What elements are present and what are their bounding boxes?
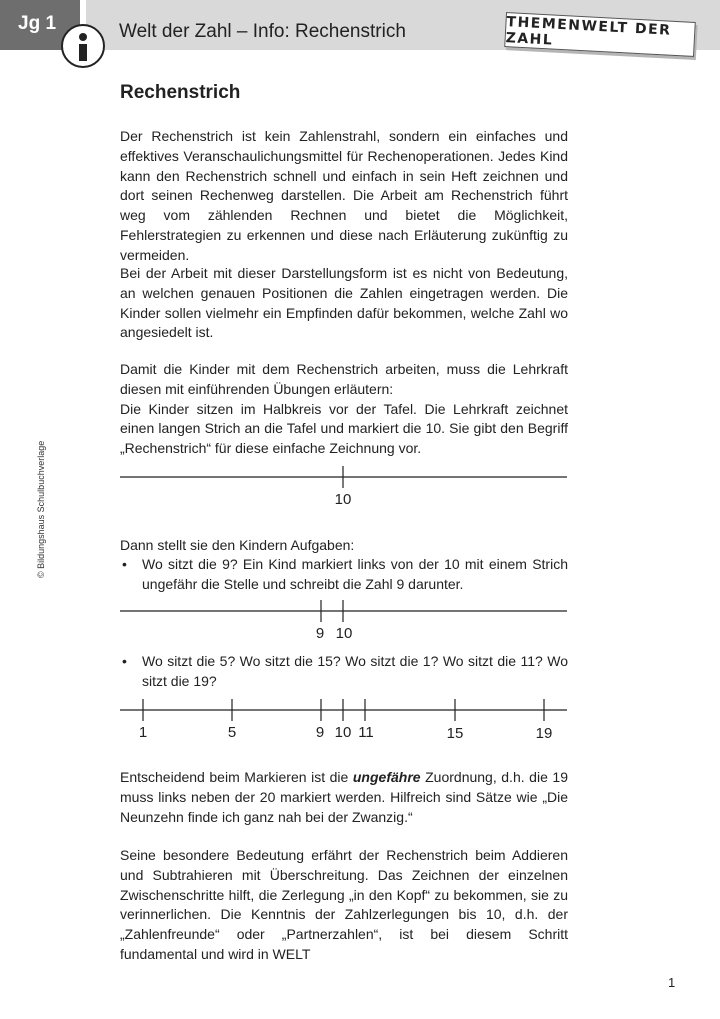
paragraph-approximate <box>120 768 568 827</box>
tick-label-10: 10 <box>334 491 352 508</box>
tick-label-10: 10 <box>335 625 353 642</box>
paragraph-tasks-intro: Dann stellt sie den Kindern Aufgaben: <box>120 537 355 553</box>
paragraph-introduction-exercise <box>120 360 568 459</box>
bullet-item-where-are-numbers: • Wo sitzt die 5? Wo sitzt die 15? Wo sitzt die 1? Wo sitzt die 11? Wo sitzt die 19? <box>120 652 568 692</box>
grade-text: Jg 1 <box>18 13 57 34</box>
tick-label-15: 15 <box>446 725 464 742</box>
paragraph-intro: Der Rechenstrich ist kein Zahlenstrahl, sondern ein einfaches und effektives Veranschaulichungsmittel für Rechenoperationen. Jedes Kind kann den Rechenstrich schnell und einfach in sein Heft zeichnen und dort seinen Rechenweg darstellen. Die Arbeit am Rechenstrich führt weg vom zählenden Rechnen und bietet die Möglichkeit, Fehlerstrategien zu erkennen und diese nach Erläuterung zukünftig zu vermeiden. <box>120 128 568 263</box>
tick-label-5: 5 <box>227 724 237 741</box>
bullet-list-2 <box>120 652 568 692</box>
tick-label-9: 9 <box>315 625 325 642</box>
tick-label-11: 11 <box>358 724 374 741</box>
tick-label-9: 9 <box>315 724 325 741</box>
number-line-3 <box>120 697 570 743</box>
bullet-list-1 <box>120 555 568 595</box>
paragraph-significance: Seine besondere Bedeutung erfährt der Rechenstrich beim Addieren und Subtrahieren mit Überschreitung. Das Zeichnen der einzelnen Zwischenschritte hilft, die Zerlegung „in den Kopf“ zu bekommen, sie zu verinnerlichen. Die Kenntnis der Zahlzerlegungen bis 10, d.h. der „Zahlenfreunde“ oder „Partnerzahlen“, ist bei diesem Schritt fundamental und wird in WELT <box>120 847 568 962</box>
section-title: Rechenstrich <box>120 82 241 103</box>
info-icon <box>61 24 105 68</box>
tick-label-10: 10 <box>334 724 352 741</box>
page-number: 1 <box>668 975 676 990</box>
tick-label-1: 1 <box>138 724 148 741</box>
paragraph-board-scene: Die Kinder sitzen im Halbkreis vor der Tafel. Die Lehrkraft zeichnet einen langen Strich an die Tafel und markiert die 10. Sie gibt den Begriff „Rechenstrich“ für diese einfache Zeichnung vor. <box>120 400 568 457</box>
number-line-2 <box>120 598 570 642</box>
tick-label-19: 19 <box>535 725 553 742</box>
bullet-item-where-is-9: • Wo sitzt die 9? Ein Kind markiert links von der 10 mit einem Strich ungefähr die Stelle und schreibt die Zahl 9 darunter. <box>120 555 568 595</box>
copyright-note: © Bildungshaus Schulbuchverlage <box>36 440 46 578</box>
paragraph-approximate-end: Zuordnung, d.h. die 19 muss links neben der 20 markiert werden. Hilfreich sind Sätze wie „Die Neunzehn finde ich ganz nah bei der Zwanzig.“ <box>120 769 568 825</box>
emphasis-ungefaehre: ungefähre <box>352 769 421 785</box>
paragraph-teacher-explains: Damit die Kinder mit dem Rechenstrich arbeiten, muss die Lehrkraft diesen mit einführenden Übungen erläutern: <box>120 361 568 397</box>
info-icon-dot <box>79 33 87 41</box>
page-header-title: Welt der Zahl – Info: Rechenstrich <box>119 21 406 42</box>
themenwelt-stamp: THEMENWELT DER ZAHL <box>504 12 696 57</box>
info-icon-stem <box>79 44 87 61</box>
paragraph-approximate-start: Entscheidend beim Markieren ist die <box>120 769 353 785</box>
number-line-1 <box>120 464 570 508</box>
paragraph-positions: Bei der Arbeit mit dieser Darstellungsform ist es nicht von Bedeutung, an welchen genauen Positionen die Zahlen eingetragen werden. Die Kinder sollen vielmehr ein Empfinden dafür bekommen, welche Zahl wo angesiedelt ist. <box>120 265 568 341</box>
